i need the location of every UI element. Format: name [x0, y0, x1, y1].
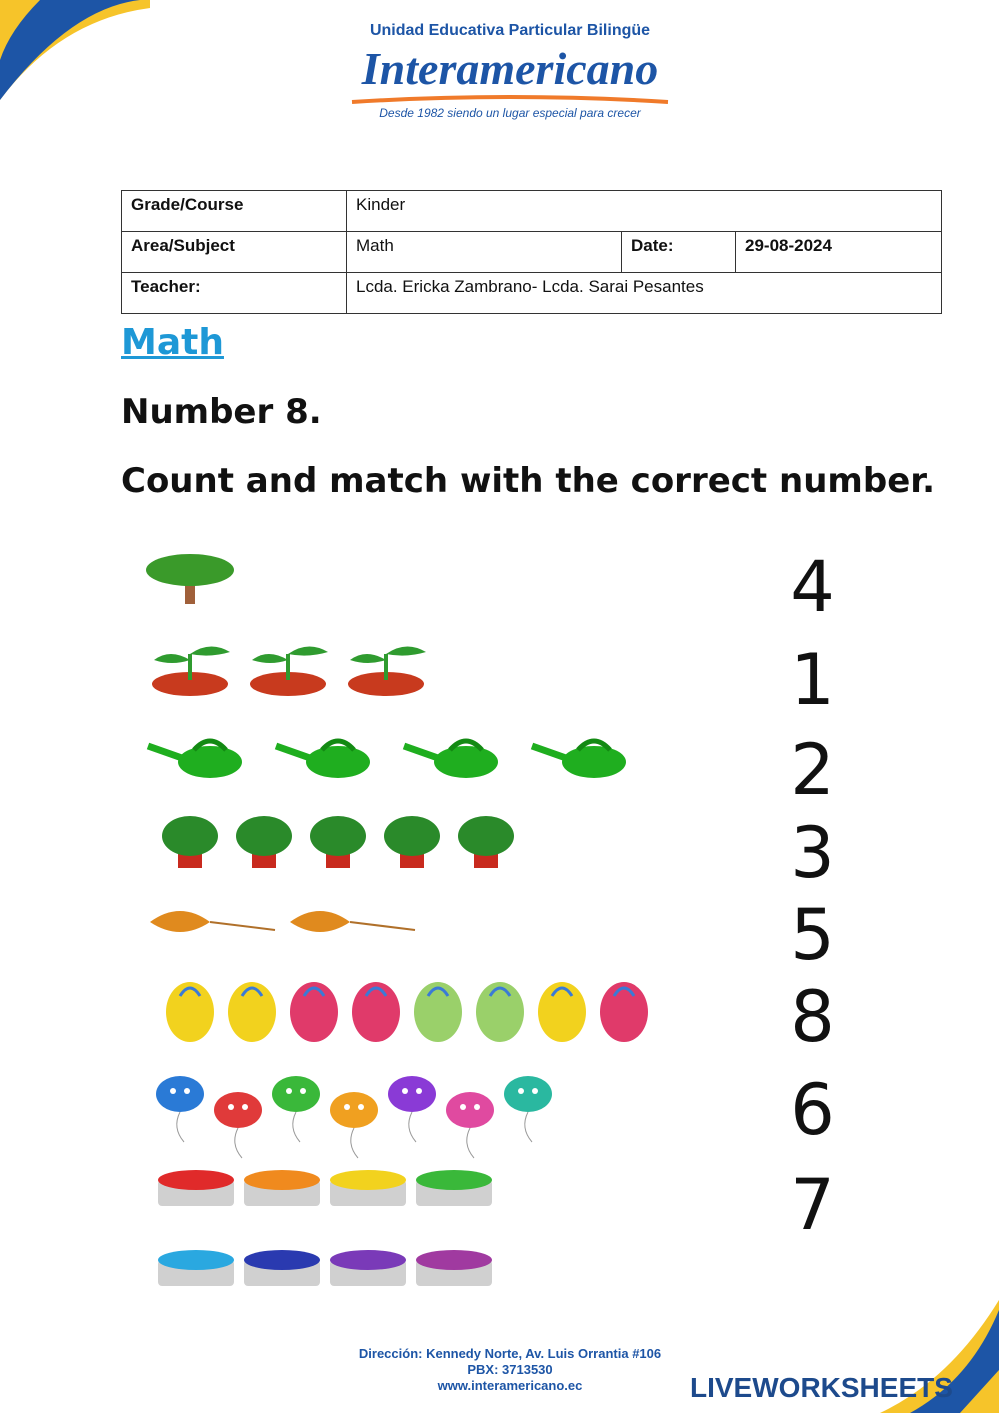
watering-can-icon	[532, 741, 626, 778]
teacher-label: Teacher:	[122, 273, 347, 314]
school-logo-name: Interamericano	[361, 43, 659, 94]
school-top-line: Unidad Educativa Particular Bilingüe	[369, 22, 651, 39]
number-option[interactable]: 2	[790, 729, 835, 811]
tree-icon	[146, 554, 234, 604]
sprout-icon	[250, 646, 328, 696]
flip-flop-icon	[352, 982, 400, 1042]
number-option[interactable]: 5	[790, 894, 835, 976]
potted-plant-icon	[162, 816, 218, 868]
instruction-heading: Count and match with the correct number.	[121, 461, 936, 501]
paint-can-icon	[158, 1250, 234, 1286]
info-table	[121, 190, 942, 314]
paint-can-icon	[158, 1170, 234, 1206]
potted-plant-icon	[384, 816, 440, 868]
paint-can-icon	[244, 1250, 320, 1286]
flip-flop-icon	[414, 982, 462, 1042]
potted-plant-icon	[236, 816, 292, 868]
topic-heading: Number 8.	[121, 392, 322, 432]
number-option[interactable]: 8	[790, 976, 835, 1058]
balloon-icon	[214, 1092, 262, 1158]
flip-flop-icon	[538, 982, 586, 1042]
footer-contact	[300, 1346, 720, 1394]
flip-flop-icon	[290, 982, 338, 1042]
liveworksheets-logo: LIVEWORKSHEETS	[690, 1372, 953, 1403]
footer-address: Dirección: Kennedy Norte, Av. Luis Orrantia #106	[358, 1346, 662, 1361]
leaf-icon	[150, 911, 275, 932]
grade-value: Kinder	[347, 191, 942, 232]
balloon-icon	[272, 1076, 320, 1142]
number-option[interactable]: 6	[790, 1069, 835, 1151]
paint-can-icon	[330, 1250, 406, 1286]
flip-flop-icon	[476, 982, 524, 1042]
potted-plant-icon	[458, 816, 514, 868]
number-option[interactable]: 3	[790, 812, 835, 894]
flip-flop-icon	[228, 982, 276, 1042]
balloon-icon	[388, 1076, 436, 1142]
number-option[interactable]: 4	[790, 546, 835, 628]
balloon-icon	[504, 1076, 552, 1142]
balloon-icon	[330, 1092, 378, 1158]
watering-can-icon	[404, 741, 498, 778]
number-option[interactable]: 7	[790, 1164, 835, 1246]
subject-value: Math	[347, 232, 622, 273]
footer-phone: PBX: 3713530	[467, 1362, 553, 1377]
sprout-icon	[348, 646, 426, 696]
leaf-icon	[290, 911, 415, 932]
corner-stripe-top-left	[0, 0, 150, 105]
paint-can-icon	[416, 1170, 492, 1206]
number-option[interactable]: 1	[790, 639, 835, 721]
watering-can-icon	[276, 741, 370, 778]
potted-plant-icon	[310, 816, 366, 868]
school-motto: Desde 1982 siendo un lugar especial para crecer	[379, 106, 641, 120]
paint-can-icon	[330, 1170, 406, 1206]
grade-label: Grade/Course	[122, 191, 347, 232]
paint-can-icon	[244, 1170, 320, 1206]
watering-can-icon	[148, 741, 242, 778]
logo-swoosh-icon	[350, 94, 670, 106]
counting-pictures	[140, 530, 700, 1290]
date-label: Date:	[622, 232, 736, 273]
flip-flop-icon	[166, 982, 214, 1042]
paint-can-icon	[416, 1250, 492, 1286]
balloon-icon	[156, 1076, 204, 1142]
sprout-icon	[152, 646, 230, 696]
subject-heading: Math	[121, 322, 224, 363]
date-value: 29-08-2024	[736, 232, 942, 273]
teacher-value: Lcda. Ericka Zambrano- Lcda. Sarai Pesantes	[347, 273, 942, 314]
flip-flop-icon	[600, 982, 648, 1042]
footer-web: www.interamericano.ec	[437, 1378, 583, 1393]
subject-label: Area/Subject	[122, 232, 347, 273]
balloon-icon	[446, 1092, 494, 1158]
